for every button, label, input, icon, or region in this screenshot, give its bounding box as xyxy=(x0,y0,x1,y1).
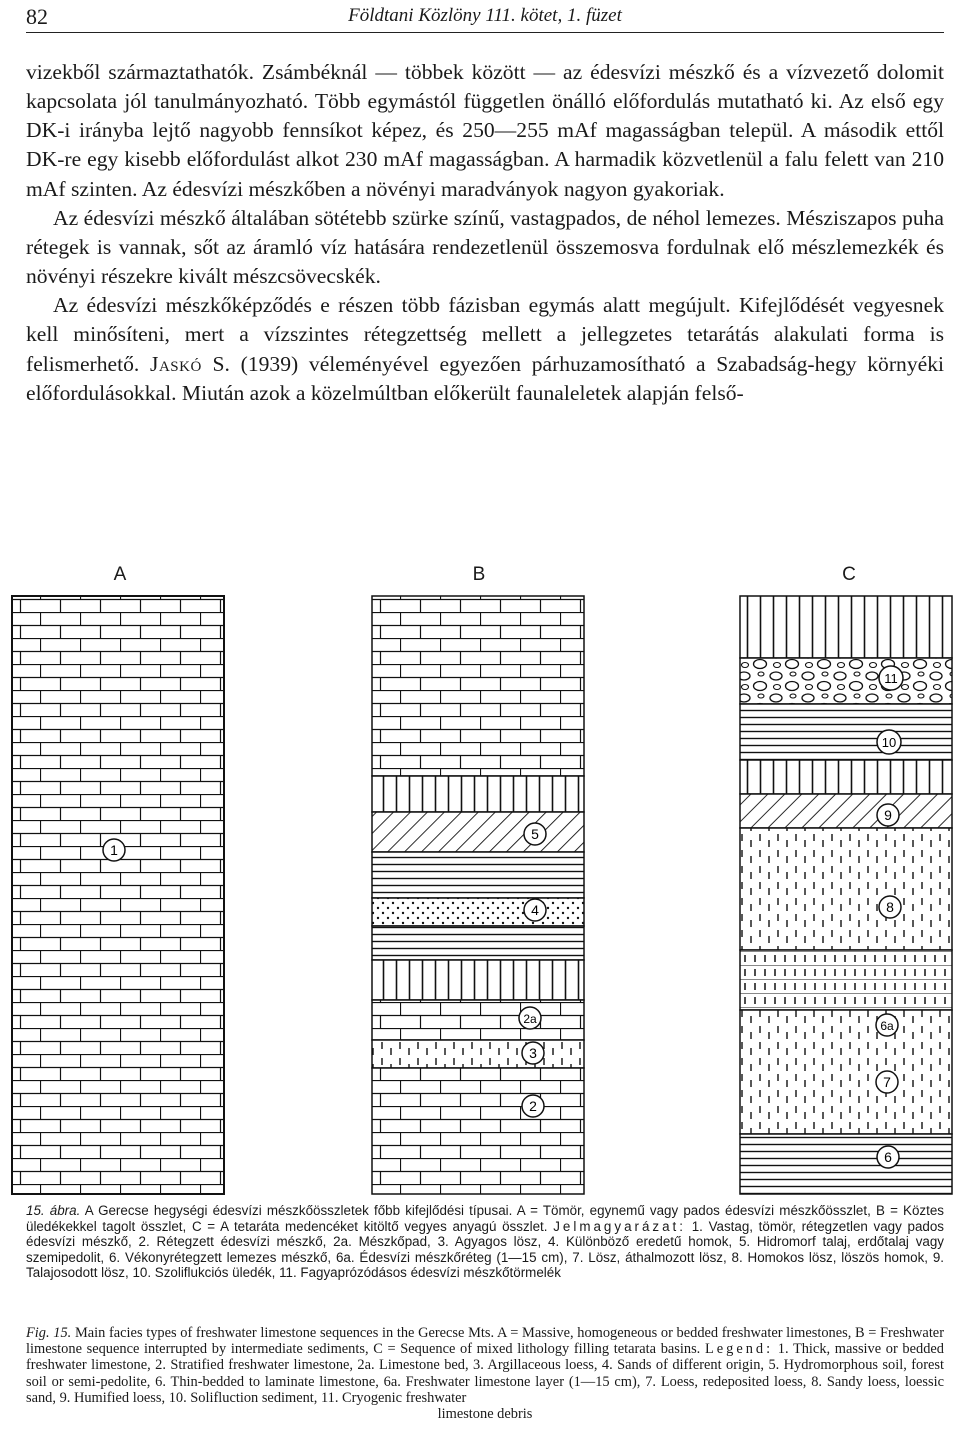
page-number: 82 xyxy=(26,4,48,29)
layer-5-hydromorphous-soil xyxy=(372,812,584,852)
running-head: Földtani Közlöny 111. kötet, 1. füzet xyxy=(348,5,622,26)
layer-6-thin-bedded-limestone xyxy=(740,1134,952,1194)
layer-11-cryogenic-debris xyxy=(740,658,952,704)
column-a xyxy=(12,596,224,1194)
caption-hungarian xyxy=(26,1203,944,1281)
marker-2a-label: 2a xyxy=(523,1012,537,1026)
paragraph-1: vizekből származtathatók. Zsámbéknál — többek között — az édesvízi mészkő és a vízvezető dolomit kapcsolata jól tanulmányozható. Több egymástól független önálló előfordulás mutatható ki. Az első egy DK-i irányba lejtő nagyobb fennsíkot képez, és 250—255 mAf magasságban települ. A második ettől DK-re egy kisebb előfordulást alkot 230 mAf magasságban. A harmadik közvetlenül a falu felett van 210 mAf szinten. Az édesvízi mészkőben a növényi maradványok nagyon gyakoriak. xyxy=(26,60,944,201)
paragraph-3 xyxy=(26,291,944,408)
layer-b-vertical-hatch-lower xyxy=(372,960,584,1000)
marker-8-label: 8 xyxy=(886,899,894,915)
marker-2-label: 2 xyxy=(529,1098,537,1114)
marker-6-label: 6 xyxy=(884,1149,892,1165)
page-header xyxy=(26,4,944,30)
layer-7-loess xyxy=(740,1010,952,1134)
marker-1-label: 1 xyxy=(110,842,118,858)
marker-9-label: 9 xyxy=(884,807,892,823)
layer-10-solifluction xyxy=(740,704,952,760)
body-text xyxy=(26,58,944,408)
marker-4-label: 4 xyxy=(531,902,539,918)
paragraph-2: Az édesvízi mészkő általában sötétebb szürke színű, vastagpados, de néhol lemezes. Mésziszapos puha rétegek is vannak, sőt az áramló víz hatására rendezetlenül összemosva fordulnak elő mészlemezkék és növényi részekre kivált mészcsövecskék. xyxy=(26,205,944,289)
caption-english xyxy=(26,1325,944,1422)
layer-3-argillaceous-loess xyxy=(372,1040,584,1068)
header-rule xyxy=(26,32,944,33)
column-label-c: C xyxy=(842,564,856,585)
layer-c-vertical xyxy=(740,760,952,794)
caption-en-fig-ref: Fig. 15. xyxy=(26,1325,72,1341)
column-c xyxy=(740,596,952,1194)
marker-5-label: 5 xyxy=(531,826,539,842)
caption-hu-text: A Gerecse hegységi édesvízi mészkőösszletek főbb kifejlődési típusai. A = Tömör, egynemű vagy pados édesvízi mészkőösszlet, B = Köztes üledékekkel tagolt összlet, C = A tetaráta medencéket kitöltő vegyes anyagú összlet. xyxy=(26,1203,944,1234)
layer-6a-limestone-layer xyxy=(740,950,952,1010)
layer-c-top xyxy=(740,596,952,658)
column-label-b: B xyxy=(472,564,486,585)
caption-en-text: Main facies types of freshwater limestone sequences in the Gerecse Mts. A = Massive, homogeneous or bedded freshwater limestones, B = Freshwater limestone sequence interrupted by intermediate sediments, C = Sequence of mixed lithology filling tetarata basins. xyxy=(26,1325,944,1358)
figure-15 xyxy=(0,560,960,1200)
marker-10-label: 10 xyxy=(881,735,897,750)
marker-7-label: 7 xyxy=(883,1074,891,1090)
author-name: Jaskó xyxy=(150,351,202,376)
layer-b-laminated-lower xyxy=(372,926,584,960)
stratigraphic-columns xyxy=(0,560,960,1200)
column-b xyxy=(372,596,584,1194)
caption-hu-legend-word: Jelmagyarázat: xyxy=(553,1218,687,1234)
marker-6a-label: 6a xyxy=(880,1019,894,1033)
caption-hu-fig-ref: 15. ábra. xyxy=(26,1203,81,1218)
column-label-a: A xyxy=(113,564,127,585)
caption-en-legend: 1. Thick, massive or bedded freshwater limestone, 2. Stratified freshwater limestone, 2a. Limestone bed, 3. Argillaceous loess, 4. Sands of different origin, 5. Hydromorphous soil, forest soil or semi-pedolite, 6. Thin-bedded to laminate limestone, 6a. Freshwater limestone layer (1—15 cm), 7. Loess, redeposited loess, 8. Sandy loess, loessic sand, 9. Humified loess, 10. Solifluction sediment, 11. Cryogenic freshwater xyxy=(26,1341,944,1406)
layer-b-vertical-hatch xyxy=(372,776,584,812)
layer-9-humified-loess xyxy=(740,794,952,828)
layer-b-limestone-top xyxy=(372,596,584,776)
layer-2a-limestone-bed xyxy=(372,1000,584,1040)
caption-en-legend-word: Legend: xyxy=(704,1341,774,1358)
paragraph-3-part-b: S. (1939) véleményével egyezően párhuzamosítható a Szabadság-hegy környéki előfordulásokkal. Miután azok a közelmúltban előkerült faunaleletek alapján felső- xyxy=(26,351,945,405)
layer-8-sandy-loess xyxy=(740,828,952,950)
layer-2-stratified-limestone xyxy=(372,1068,584,1194)
layer-4-sand xyxy=(372,898,584,926)
caption-hu-legend: 1. Vastag, tömör, rétegzetlen vagy pados édesvízi mészkő, 2. Rétegzett édesvízi mészkő, 2a. Mészkőpad, 3. Agyagos lösz, 4. Különböző eredetű homok, 5. Hidromorf talaj, erdőtalaj vagy szemipedolit, 6. Vékonyrétegzett lemezes mészkő, 6a. Édesvízi mészkőréteg (1—15 cm), 7. Lösz, áthalmozott lösz, 8. Homokos lösz, löszös homok, 9. Talajosodott lösz, 10. Szoliflukciós üledék, 11. Fagyaprózódásos édesvízi mészkőtörmelék xyxy=(26,1218,944,1281)
paragraph-3-part-a: Az édesvízi mészkőképződés e részen több fázisban egymás alatt megújult. Kifejlődését vegyesnek kell minősíteni, mert a vízszintes rétegzettség mellett a jellegzetes tetarátás alakulati forma is felismerhető. xyxy=(26,293,944,376)
caption-en-last-line: limestone debris xyxy=(437,1406,533,1423)
layer-b-laminated xyxy=(372,852,584,898)
layer-1-massive-limestone xyxy=(12,596,224,1194)
marker-11-label: 11 xyxy=(884,671,898,686)
marker-3-label: 3 xyxy=(529,1045,537,1061)
